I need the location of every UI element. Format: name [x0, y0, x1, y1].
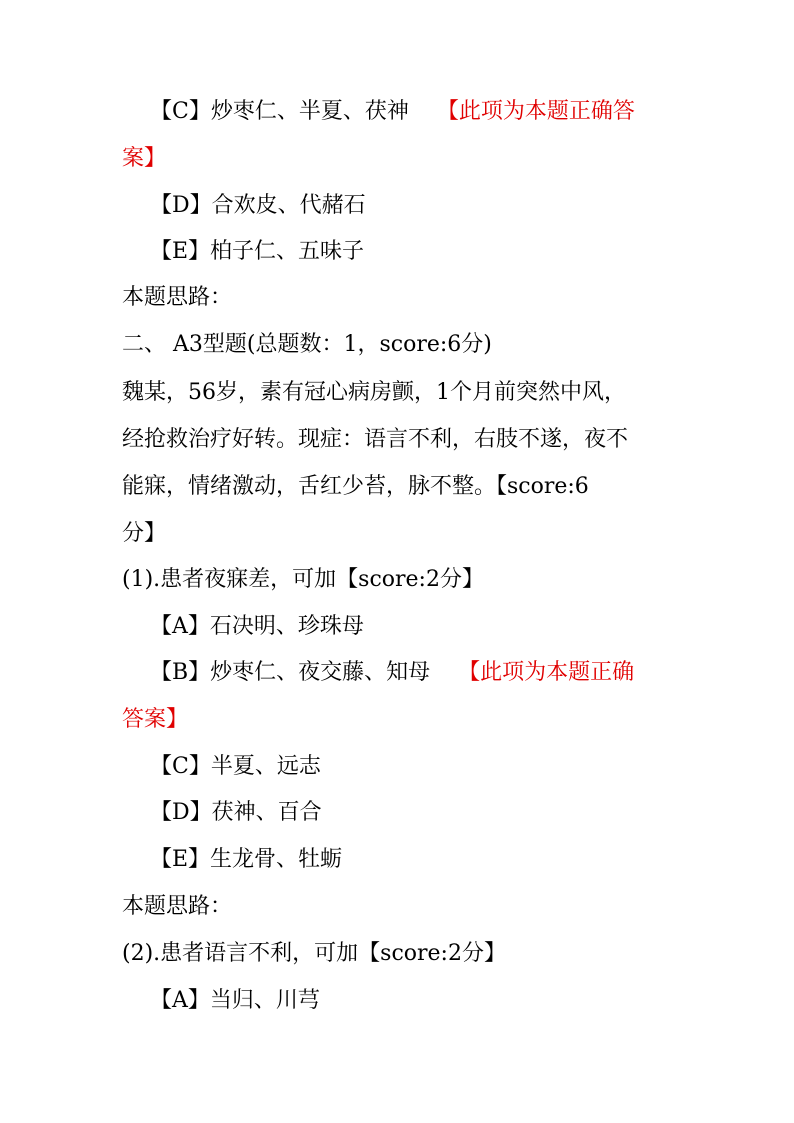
question-1-option-a: 【A】石决明、珍珠母	[150, 614, 364, 639]
correct-answer-label-end: 案】	[122, 146, 167, 171]
question-2-option-a: 【A】当归、川芎	[150, 988, 320, 1013]
option-e-line: 【E】柏子仁、五味子	[150, 239, 365, 264]
question-1-correct-answer-label-end: 答案】	[122, 707, 189, 732]
question-1-option-c: 【C】半夏、远志	[150, 754, 321, 779]
option-c-text: 【C】炒枣仁、半夏、茯神	[150, 99, 409, 124]
option-d-line: 【D】合欢皮、代赭石	[150, 193, 366, 218]
case-text-line-1: 魏某，56岁，素有冠心病房颤，1个月前突然中风，	[122, 380, 626, 405]
question-1-correct-answer-continuation	[122, 703, 682, 737]
analysis-label-2: 本题思路：	[122, 894, 233, 919]
question-1-option-d: 【D】茯神、百合	[150, 800, 322, 825]
question-2: (2).患者语言不利，可加【score:2分】	[122, 941, 506, 966]
case-text-line-3: 能寐，情绪激动，舌红少苔，脉不整。【score:6	[122, 474, 589, 499]
case-text-line-2: 经抢救治疗好转。现症：语言不利，右肢不遂，夜不	[122, 427, 629, 452]
option-c-line	[150, 95, 690, 129]
case-text-line-4: 分】	[122, 521, 167, 546]
correct-answer-label: 【此项为本题正确答	[436, 99, 635, 124]
section-heading: 二、 A3型题(总题数：1，score:6分)	[122, 332, 492, 357]
analysis-label: 本题思路：	[122, 285, 233, 310]
question-1: (1).患者夜寐差，可加【score:2分】	[122, 567, 484, 592]
correct-answer-continuation	[122, 142, 682, 176]
question-1-correct-answer-label: 【此项为本题正确	[458, 660, 635, 685]
question-1-option-b	[150, 656, 690, 690]
question-1-option-b-text: 【B】炒枣仁、夜交藤、知母	[150, 660, 431, 685]
question-1-option-e: 【E】生龙骨、牡蛎	[150, 847, 343, 872]
